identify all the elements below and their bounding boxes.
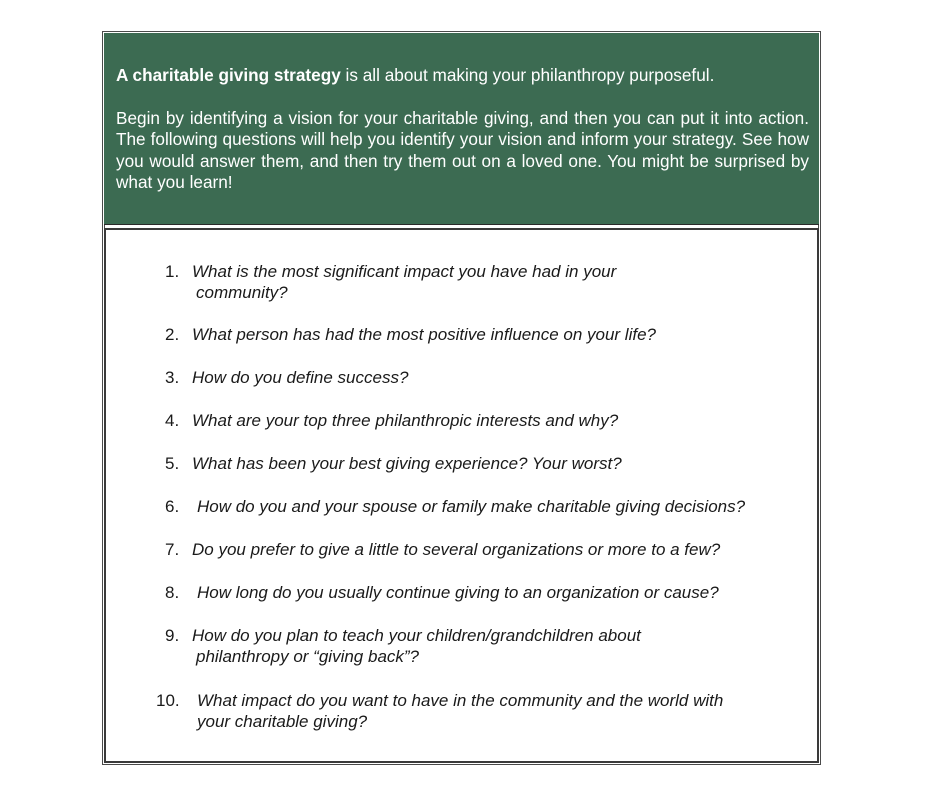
question-text: How do you plan to teach your children/grandchildren about	[192, 626, 641, 645]
question-text-continued: your charitable giving?	[197, 712, 368, 731]
question-text: What person has had the most positive influence on your life?	[192, 325, 656, 344]
question-number: 10.	[156, 691, 180, 710]
intro-lead-bold: A charitable giving strategy	[116, 65, 341, 85]
question-number: 9.	[165, 626, 180, 645]
question-number: 3.	[165, 368, 180, 387]
intro-panel	[104, 33, 819, 225]
question-number: 6.	[165, 497, 180, 516]
question-text: How do you define success?	[192, 368, 409, 387]
question-number: 8.	[165, 583, 180, 602]
question-number: 1.	[165, 262, 180, 281]
question-number: 5.	[165, 454, 180, 473]
question-text-continued: philanthropy or “giving back”?	[196, 647, 420, 666]
intro-lead	[116, 65, 809, 87]
question-text: Do you prefer to give a little to several organizations or more to a few?	[192, 540, 721, 559]
question-text: What has been your best giving experience? Your worst?	[192, 454, 622, 473]
intro-paragraph: Begin by identifying a vision for your charitable giving, and then you can put it into action. The following questions will help you identify your vision and inform your strategy. See how you would answer them, and then try them out on a loved one. You might be surprised by what you learn!	[116, 107, 809, 192]
question-text: What impact do you want to have in the community and the world with	[197, 691, 724, 710]
question-number: 4.	[165, 411, 180, 430]
question-number: 2.	[165, 325, 180, 344]
question-text: What is the most significant impact you have had in your	[192, 262, 617, 281]
question-text: How long do you usually continue giving to an organization or cause?	[197, 583, 719, 602]
question-text-continued: community?	[196, 283, 288, 302]
question-number: 7.	[165, 540, 180, 559]
question-text: How do you and your spouse or family make charitable giving decisions?	[197, 497, 746, 516]
question-text: What are your top three philanthropic interests and why?	[192, 411, 619, 430]
intro-lead-rest: is all about making your philanthropy purposeful.	[340, 65, 715, 85]
